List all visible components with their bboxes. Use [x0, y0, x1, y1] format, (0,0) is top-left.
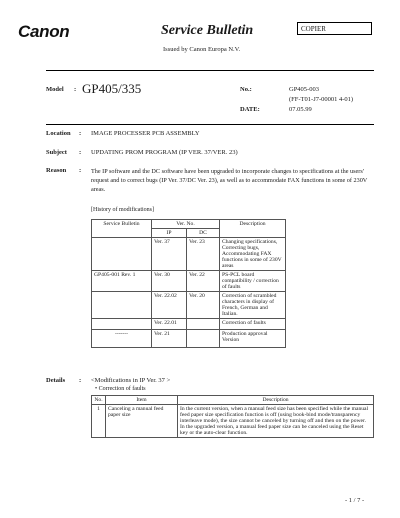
cell-bulletin: [92, 238, 152, 271]
no-sub: (FF-T01-J7-00001 4-01): [289, 96, 354, 103]
cell-dc: Ver. 23: [187, 238, 220, 271]
col-header-description: Description: [178, 396, 374, 405]
history-table: [91, 219, 286, 348]
no-label: No.:: [240, 86, 252, 93]
table-row: [92, 330, 286, 348]
mid-divider: [46, 124, 374, 125]
model-colon: :: [74, 86, 77, 93]
cell-description: Changing specifications, Correcting bugs, Accommodating FAX functions in some of 230V areas: [220, 238, 286, 271]
copier-badge: COPIER: [297, 22, 372, 35]
cell-ip: Ver. 21: [152, 330, 187, 348]
page-number: - 1 / 7 -: [345, 497, 365, 504]
reason-text: The IP software and the DC software have been upgraded to incorporate changes to specifications at the users' request and to correct bugs (IP Ver. 37/DC Ver. 23), as well as to accommodate FAX functions in some of 230V areas.: [91, 168, 368, 194]
details-mod-title: <Modifications in IP Ver. 37 >: [91, 377, 171, 384]
cell-ip: Ver. 22.01: [152, 319, 187, 330]
table-row: [92, 405, 374, 438]
location-label: Location: [46, 130, 71, 137]
table-row: [92, 238, 286, 271]
bullet-icon: •: [95, 386, 98, 392]
table-row: [92, 292, 286, 319]
subject-colon: :: [79, 149, 82, 156]
details-colon: :: [79, 377, 82, 384]
date-label: DATE:: [240, 106, 260, 113]
no-value: GP405-003: [289, 86, 319, 93]
col-header-no: No.: [92, 396, 106, 405]
cell-ip: Ver. 22.02: [152, 292, 187, 319]
col-header-bulletin: Service Bulletin: [92, 220, 152, 238]
cell-bulletin: -------: [92, 330, 152, 348]
issued-by: Issued by Canon Europa N.V.: [163, 46, 241, 53]
cell-ip: Ver. 30: [152, 271, 187, 292]
canon-logo: Canon: [18, 22, 70, 41]
cell-dc: [187, 330, 220, 348]
cell-bulletin: [92, 319, 152, 330]
cell-dc: Ver. 22: [187, 271, 220, 292]
cell-description: Production approval Version: [220, 330, 286, 348]
history-caption: [History of modifications]: [91, 207, 154, 213]
location-value: IMAGE PROCESSER PCB ASSEMBLY: [91, 130, 200, 137]
location-colon: :: [79, 130, 82, 137]
reason-label: Reason: [46, 167, 67, 174]
subject-value: UPDATING PROM PROGRAM (IP VER. 37/VER. 23): [91, 149, 238, 156]
cell-bulletin: GP405-001 Rev. 1: [92, 271, 152, 292]
model-label: Model: [46, 86, 64, 93]
reason-colon: :: [79, 167, 82, 174]
cell-bulletin: [92, 292, 152, 319]
details-label: Details: [46, 377, 66, 384]
cell-no: 1: [92, 405, 106, 438]
table-row: [92, 271, 286, 292]
cell-dc: [187, 319, 220, 330]
model-value: GP405/335: [82, 81, 142, 96]
cell-description: In the current version, when a manual feed size has been specified while the manual feed paper size specification function is off (using book-bind mode/transparency interleave mode), the size cannot be canceled by turning off and then on the power. In the upgraded version, a manual feed paper size can be canceled using the Reset key or the auto-clear function.: [178, 405, 374, 438]
cell-description: PS-PCL board compatibility / correction of faults: [220, 271, 286, 292]
col-header-item: Item: [106, 396, 178, 405]
col-header-description: Description: [220, 220, 286, 238]
cell-ip: Ver. 37: [152, 238, 187, 271]
bullet-text: Correction of faults: [98, 386, 146, 392]
date-value: 07.05.99: [289, 106, 312, 113]
col-header-ver: Ver. No.: [152, 220, 220, 229]
cell-description: Correction of faults: [220, 319, 286, 330]
subject-label: Subject: [46, 149, 67, 156]
cell-item: Canceling a manual feed paper size: [106, 405, 178, 438]
cell-dc: Ver. 20: [187, 292, 220, 319]
cell-description: Correction of scrambled characters in display of French, German and Italian.: [220, 292, 286, 319]
top-divider: [46, 70, 374, 71]
col-header-ip: IP: [152, 229, 187, 238]
col-header-dc: DC: [187, 229, 220, 238]
table-row: [92, 319, 286, 330]
details-table: [91, 395, 374, 438]
bulletin-title: Service Bulletin: [161, 23, 254, 38]
details-bullet: [95, 386, 146, 392]
